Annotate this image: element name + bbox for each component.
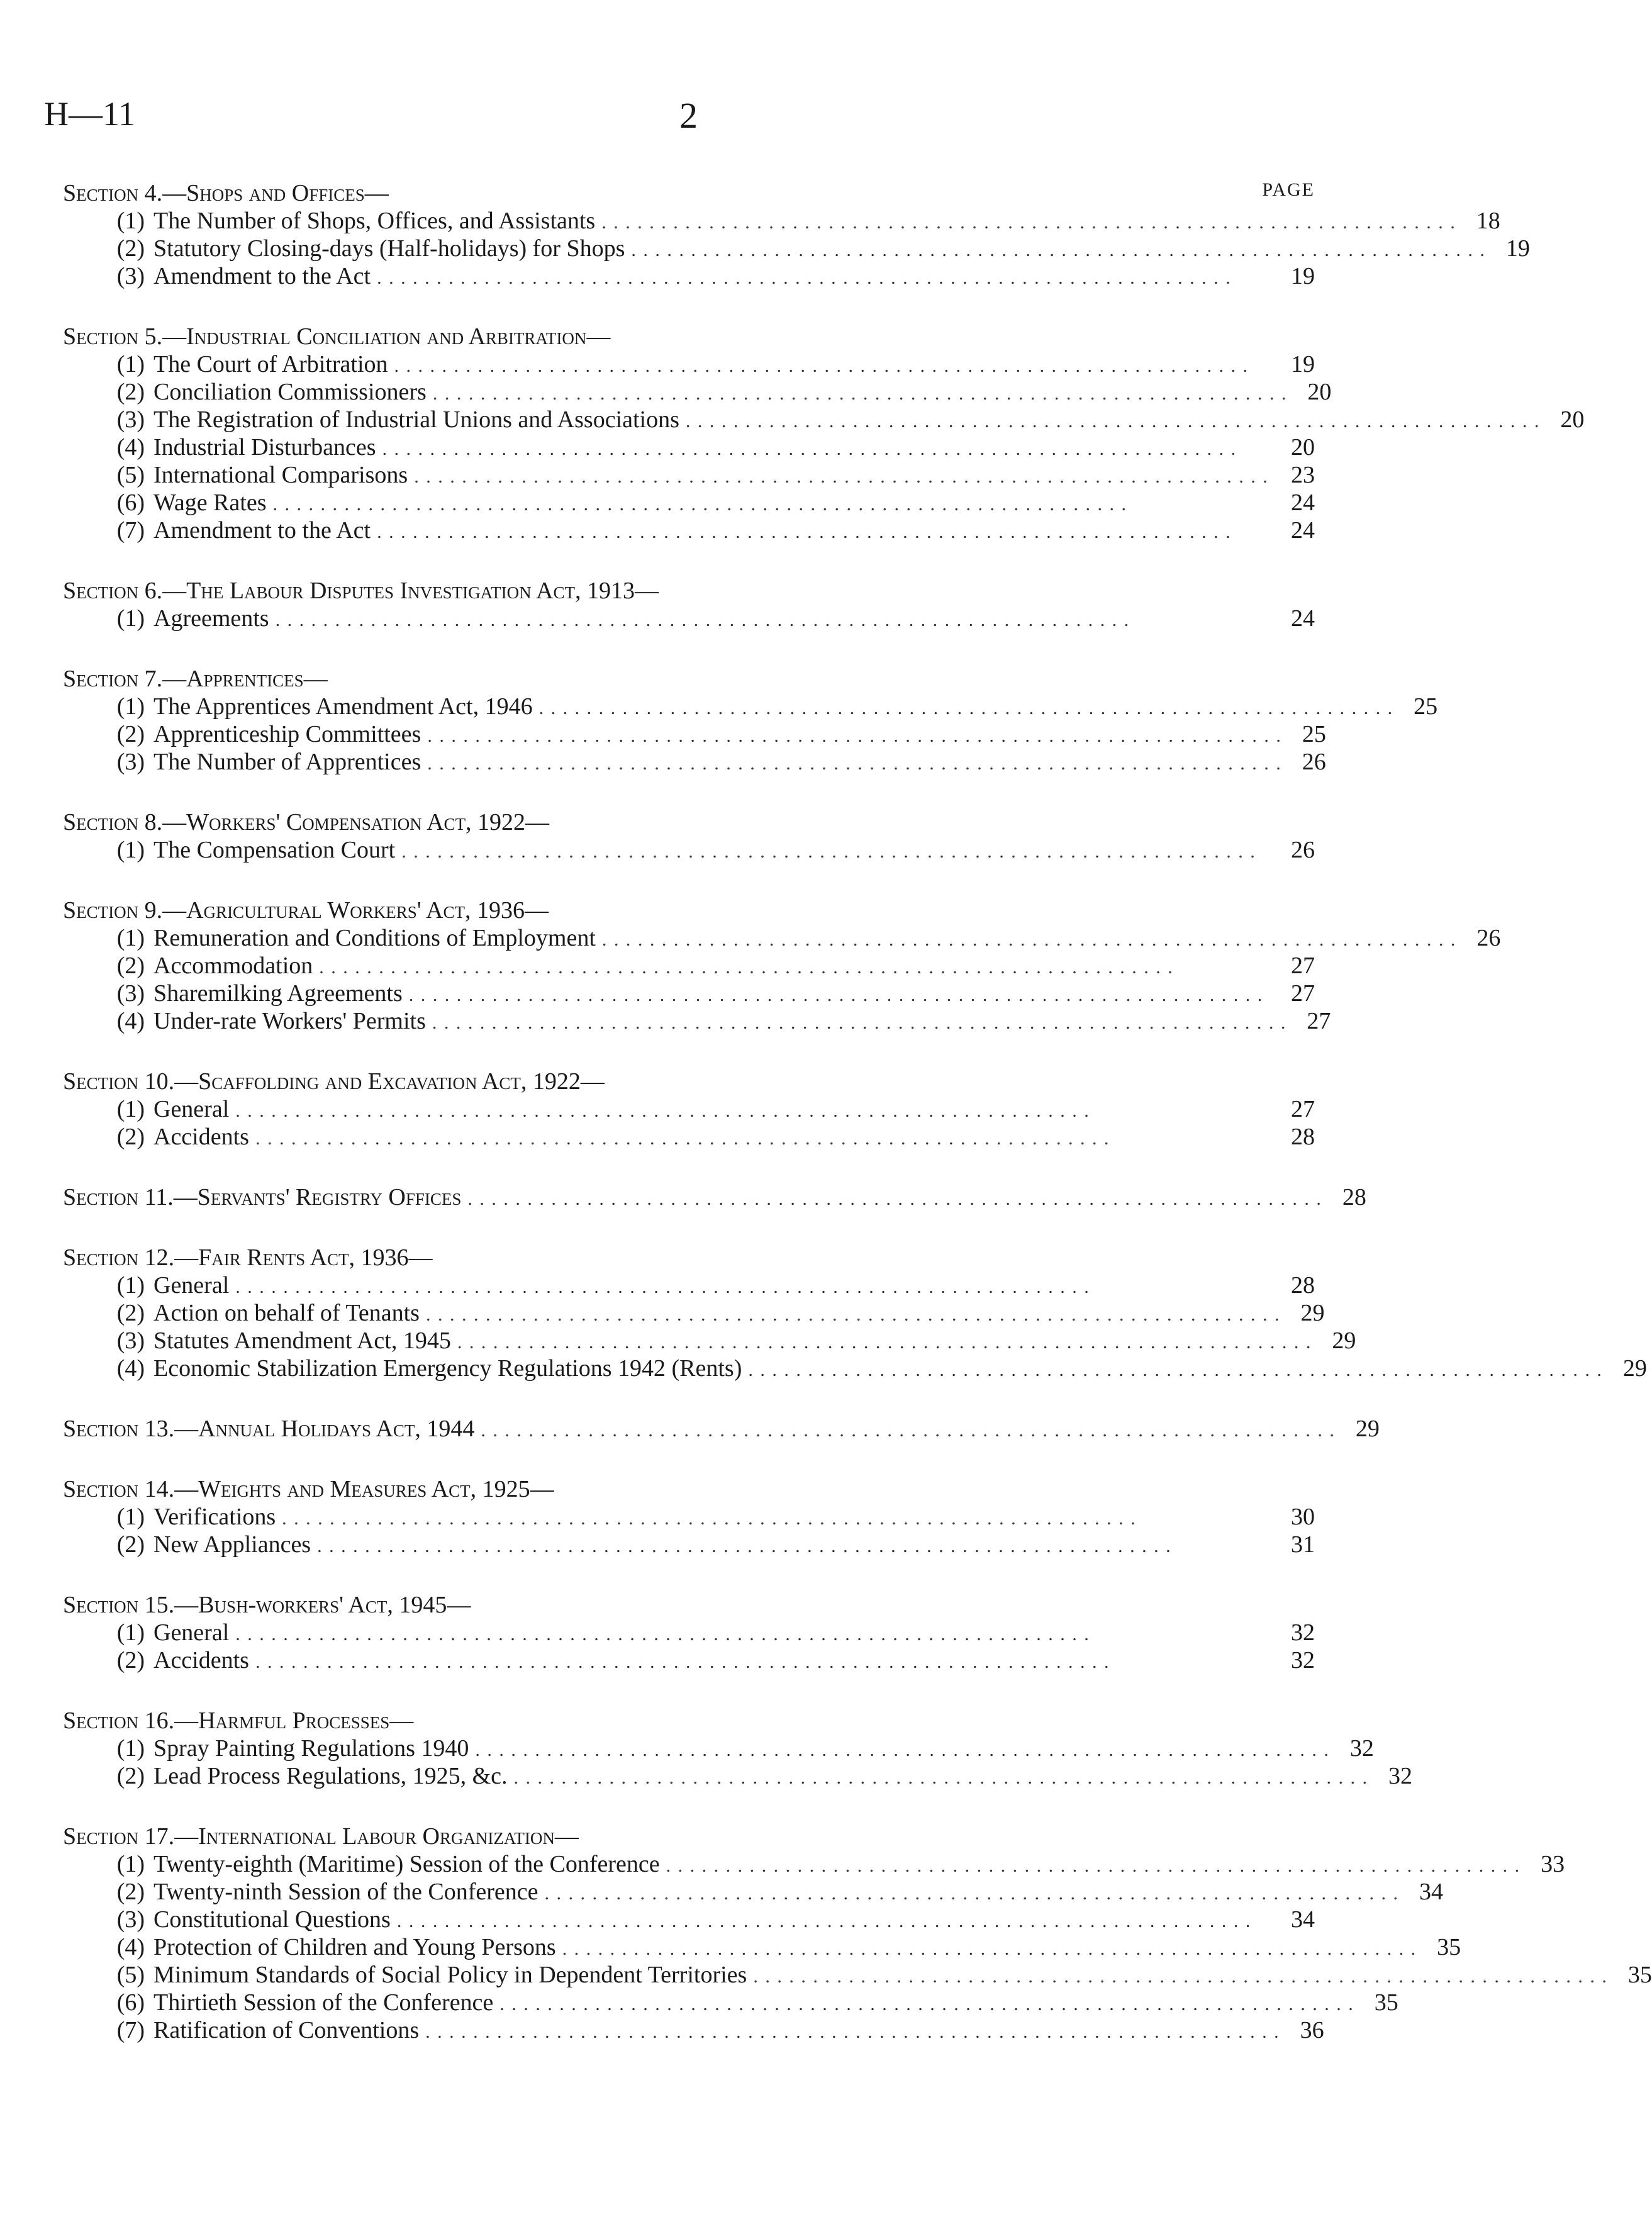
entry-number: (6) <box>116 489 145 516</box>
entry-page-number: 18 <box>1476 208 1500 234</box>
toc-entry <box>63 1762 1413 1790</box>
entry-number: (4) <box>116 434 145 461</box>
entry-page-number: 30 <box>1291 1504 1315 1530</box>
entry-page-number: 28 <box>1291 1124 1315 1150</box>
entry-number: (7) <box>116 517 145 544</box>
entry-label: International Comparisons <box>153 462 408 488</box>
section-title: Section 6.—The Labour Disputes Investigation Act, 1913— <box>63 578 659 604</box>
toc-entry <box>63 489 1315 517</box>
toc-section <box>63 1475 1315 1558</box>
entry-page-number: 24 <box>1291 517 1315 544</box>
toc-entry <box>63 1619 1315 1646</box>
toc-entry <box>63 517 1315 544</box>
entry-page-number: 20 <box>1291 434 1315 461</box>
entry-label: Accommodation <box>153 953 313 979</box>
entry-page-number: 29 <box>1300 1300 1325 1326</box>
dot-leader: . . . . . . . . . . . . . . . . . . . . . . . . . . . . . . . . . . . . . . . . . . . . . . . . . . . . . . . . . . . . . . . . . . . . . . . . <box>317 1536 1172 1556</box>
toc-entry <box>63 693 1438 720</box>
entry-number: (3) <box>116 1906 145 1933</box>
entry-page-number: 24 <box>1291 605 1315 632</box>
entry-page-number: 28 <box>1291 1272 1315 1299</box>
entry-number: (6) <box>116 1989 145 2016</box>
entry-number: (5) <box>116 1962 145 1988</box>
entry-label: The Number of Shops, Offices, and Assistants <box>153 208 596 234</box>
entry-page-number: 26 <box>1476 925 1501 951</box>
section-heading <box>63 1183 1366 1211</box>
dot-leader: . . . . . . . . . . . . . . . . . . . . . . . . . . . . . . . . . . . . . . . . . . . . . . . . . . . . . . . . . . . . . . . . . . . . . . . . <box>235 1277 1090 1297</box>
entry-number: (2) <box>116 235 145 262</box>
toc-section <box>63 323 1585 544</box>
toc-entry <box>63 1271 1315 1299</box>
entry-number: (1) <box>116 605 145 632</box>
section-heading <box>63 1068 1315 1095</box>
toc-entry <box>63 1095 1315 1123</box>
toc-entry <box>63 2016 1324 2044</box>
dot-leader: . . . . . . . . . . . . . . . . . . . . . . . . . . . . . . . . . . . . . . . . . . . . . . . . . . . . . . . . . . . . . . . . . . . . . . . . <box>272 494 1127 515</box>
section-heading <box>63 1475 1315 1503</box>
entry-label: Twenty-eighth (Maritime) Session of the Conference <box>153 1851 660 1877</box>
entry-number: (3) <box>116 1327 145 1354</box>
entry-label: New Appliances <box>153 1531 311 1558</box>
entry-number: (1) <box>116 1272 145 1299</box>
section-title: Section 4.—Shops and Offices— <box>63 180 389 206</box>
section-title: Section 8.—Workers' Compensation Act, 1922— <box>63 809 550 835</box>
entry-label: Wage Rates <box>153 489 267 516</box>
toc-entry <box>63 262 1315 290</box>
entry-label: Remuneration and Conditions of Employment <box>153 925 596 951</box>
dot-leader: . . . . . . . . . . . . . . . . . . . . . . . . . . . . . . . . . . . . . . . . . . . . . . . . . . . . . . . . . . . . . . . . . . . . . . . . <box>282 1508 1137 1529</box>
toc-entry <box>63 1299 1325 1327</box>
toc-entry <box>63 924 1501 952</box>
toc-entry <box>63 980 1315 1007</box>
dot-leader: . . . . . . . . . . . . . . . . . . . . . . . . . . . . . . . . . . . . . . . . . . . . . . . . . . . . . . . . . . . . . . . . . . . . . . . . <box>319 957 1174 978</box>
entry-label: General <box>153 1272 230 1299</box>
dot-leader: . . . . . . . . . . . . . . . . . . . . . . . . . . . . . . . . . . . . . . . . . . . . . . . . . . . . . . . . . . . . . . . . . . . . . . . . <box>562 1938 1417 1959</box>
entry-number: (1) <box>116 837 145 863</box>
dot-leader: . . . . . . . . . . . . . . . . . . . . . . . . . . . . . . . . . . . . . . . . . . . . . . . . . . . . . . . . . . . . . . . . . . . . . . . . <box>235 1100 1090 1121</box>
entry-page-number: 34 <box>1419 1879 1444 1905</box>
entry-label: Accidents <box>153 1124 249 1150</box>
section-title: Section 10.—Scaffolding and Excavation Act, 1922— <box>63 1068 605 1095</box>
dot-leader: . . . . . . . . . . . . . . . . . . . . . . . . . . . . . . . . . . . . . . . . . . . . . . . . . . . . . . . . . . . . . . . . . . . . . . . . <box>377 267 1232 288</box>
section-title: Section 5.—Industrial Conciliation and Arbitration— <box>63 323 611 350</box>
entry-label: Accidents <box>153 1647 249 1674</box>
entry-page-number: 29 <box>1332 1327 1356 1354</box>
section-title: Section 7.—Apprentices— <box>63 666 328 692</box>
toc-section <box>63 1707 1413 1790</box>
section-title: Section 15.—Bush-workers' Act, 1945— <box>63 1592 471 1618</box>
entry-number: (4) <box>116 1355 145 1382</box>
toc-entry <box>63 720 1326 748</box>
entry-label: The Compensation Court <box>153 837 396 863</box>
entry-page-number: 26 <box>1302 749 1326 775</box>
section-heading <box>63 1244 1315 1271</box>
toc-section <box>63 1415 1380 1443</box>
dot-leader: . . . . . . . . . . . . . . . . . . . . . . . . . . . . . . . . . . . . . . . . . . . . . . . . . . . . . . . . . . . . . . . . . . . . . . . . <box>748 1360 1603 1380</box>
entry-page-number: 20 <box>1307 379 1332 405</box>
entry-page-number: 25 <box>1414 693 1438 720</box>
entry-page-number: 27 <box>1291 980 1315 1007</box>
entry-number: (1) <box>116 693 145 720</box>
entry-page-number: 19 <box>1505 235 1530 262</box>
entry-page-number: 19 <box>1291 351 1315 377</box>
entry-page-number: 32 <box>1349 1735 1374 1762</box>
entry-number: (1) <box>116 1851 145 1877</box>
entry-number: (3) <box>116 406 145 433</box>
page-header <box>44 94 1321 145</box>
entry-page-number: 31 <box>1291 1531 1315 1558</box>
dot-leader: . . . . . . . . . . . . . . . . . . . . . . . . . . . . . . . . . . . . . . . . . . . . . . . . . . . . . . . . . . . . . . . . . . . . . . . . <box>427 753 1282 774</box>
entry-number: (1) <box>116 351 145 377</box>
section-page-number: 28 <box>1342 1184 1366 1210</box>
entry-number: (2) <box>116 721 145 747</box>
entry-label: Action on behalf of Tenants <box>153 1300 420 1326</box>
dot-leader: . . . . . . . . . . . . . . . . . . . . . . . . . . . . . . . . . . . . . . . . . . . . . . . . . . . . . . . . . . . . . . . . . . . . . . . . <box>457 1332 1312 1353</box>
entry-page-number: 33 <box>1541 1851 1565 1877</box>
entry-label: The Number of Apprentices <box>153 749 421 775</box>
dot-leader: . . . . . . . . . . . . . . . . . . . . . . . . . . . . . . . . . . . . . . . . . . . . . . . . . . . . . . . . . . . . . . . . . . . . . . . . <box>255 1651 1110 1672</box>
toc-section <box>63 1823 1652 2044</box>
entry-number: (3) <box>116 749 145 775</box>
dot-leader: . . . . . . . . . . . . . . . . . . . . . . . . . . . . . . . . . . . . . . . . . . . . . . . . . . . . . . . . . . . . . . . . . . . . . . . . <box>414 466 1269 487</box>
entry-page-number: 34 <box>1291 1906 1315 1933</box>
toc-entry <box>63 1933 1461 1961</box>
entry-label: Statutory Closing-days (Half-holidays) for Shops <box>153 235 625 262</box>
dot-leader: . . . . . . . . . . . . . . . . . . . . . . . . . . . . . . . . . . . . . . . . . . . . . . . . . . . . . . . . . . . . . . . . . . . . . . . . <box>377 522 1232 542</box>
toc-section <box>63 897 1501 1035</box>
dot-leader: . . . . . . . . . . . . . . . . . . . . . . . . . . . . . . . . . . . . . . . . . . . . . . . . . . . . . . . . . . . . . . . . . . . . . . . . <box>467 1188 1322 1209</box>
entry-label: Under-rate Workers' Permits <box>153 1008 426 1034</box>
dot-leader: . . . . . . . . . . . . . . . . . . . . . . . . . . . . . . . . . . . . . . . . . . . . . . . . . . . . . . . . . . . . . . . . . . . . . . . . <box>235 1624 1090 1645</box>
entry-label: Conciliation Commissioners <box>153 379 427 405</box>
dot-leader: . . . . . . . . . . . . . . . . . . . . . . . . . . . . . . . . . . . . . . . . . . . . . . . . . . . . . . . . . . . . . . . . . . . . . . . . <box>601 929 1457 950</box>
toc-section <box>63 577 1315 632</box>
document-reference: H—11 <box>44 95 135 133</box>
toc-entry <box>63 748 1326 776</box>
entry-label: Verifications <box>153 1504 276 1530</box>
toc-entry <box>63 1850 1565 1878</box>
entry-page-number: 19 <box>1291 263 1315 289</box>
entry-number: (1) <box>116 1735 145 1762</box>
entry-page-number: 23 <box>1291 462 1315 488</box>
entry-page-number: 32 <box>1291 1647 1315 1674</box>
entry-number: (2) <box>116 1763 145 1789</box>
entry-label: Agreements <box>153 605 269 632</box>
entry-number: (2) <box>116 379 145 405</box>
entry-label: Economic Stabilization Emergency Regulations 1942 (Rents) <box>153 1355 742 1382</box>
entry-page-number: 29 <box>1622 1355 1647 1382</box>
toc-section <box>63 665 1438 776</box>
entry-number: (3) <box>116 263 145 289</box>
toc-entry <box>63 1906 1315 1933</box>
dot-leader: . . . . . . . . . . . . . . . . . . . . . . . . . . . . . . . . . . . . . . . . . . . . . . . . . . . . . . . . . . . . . . . . . . . . . . . . <box>396 1911 1252 1931</box>
entry-number: (4) <box>116 1008 145 1034</box>
entry-label: Lead Process Regulations, 1925, &c. <box>153 1763 508 1789</box>
toc-entry <box>63 1646 1315 1674</box>
entry-label: Thirtieth Session of the Conference <box>153 1989 494 2016</box>
entry-label: General <box>153 1096 230 1122</box>
toc-entry <box>63 952 1315 980</box>
entry-page-number: 32 <box>1388 1763 1413 1789</box>
toc-section <box>63 1068 1315 1151</box>
dot-leader: . . . . . . . . . . . . . . . . . . . . . . . . . . . . . . . . . . . . . . . . . . . . . . . . . . . . . . . . . . . . . . . . . . . . . . . . <box>425 1304 1281 1325</box>
entry-label: The Registration of Industrial Unions and Associations <box>153 406 679 433</box>
section-title: Section 12.—Fair Rents Act, 1936— <box>63 1244 433 1271</box>
entry-label: Ratification of Conventions <box>153 2017 420 2043</box>
section-title: Section 11.—Servants' Registry Offices <box>63 1184 462 1210</box>
entry-number: (1) <box>116 1096 145 1122</box>
dot-leader: . . . . . . . . . . . . . . . . . . . . . . . . . . . . . . . . . . . . . . . . . . . . . . . . . . . . . . . . . . . . . . . . . . . . . . . . <box>500 1994 1354 2014</box>
table-of-contents <box>63 179 1652 2077</box>
entry-page-number: 36 <box>1300 2017 1324 2043</box>
entry-page-number: 35 <box>1374 1989 1398 2016</box>
entry-page-number: 32 <box>1291 1619 1315 1646</box>
section-title: Section 17.—International Labour Organization— <box>63 1823 579 1850</box>
toc-entry <box>63 433 1315 461</box>
toc-entry <box>63 350 1315 378</box>
entry-label: Statutes Amendment Act, 1945 <box>153 1327 451 1354</box>
entry-label: Industrial Disturbances <box>153 434 376 461</box>
dot-leader: . . . . . . . . . . . . . . . . . . . . . . . . . . . . . . . . . . . . . . . . . . . . . . . . . . . . . . . . . . . . . . . . . . . . . . . . <box>631 240 1486 260</box>
entry-number: (1) <box>116 1619 145 1646</box>
dot-leader: . . . . . . . . . . . . . . . . . . . . . . . . . . . . . . . . . . . . . . . . . . . . . . . . . . . . . . . . . . . . . . . . . . . . . . . . <box>601 212 1456 233</box>
entry-label: Sharemilking Agreements <box>153 980 403 1007</box>
entry-label: Twenty-ninth Session of the Conference <box>153 1879 539 1905</box>
entry-number: (1) <box>116 1504 145 1530</box>
dot-leader: . . . . . . . . . . . . . . . . . . . . . . . . . . . . . . . . . . . . . . . . . . . . . . . . . . . . . . . . . . . . . . . . . . . . . . . . <box>539 698 1394 718</box>
dot-leader: . . . . . . . . . . . . . . . . . . . . . . . . . . . . . . . . . . . . . . . . . . . . . . . . . . . . . . . . . . . . . . . . . . . . . . . . <box>425 2021 1280 2042</box>
toc-entry <box>63 1355 1647 1382</box>
dot-leader: . . . . . . . . . . . . . . . . . . . . . . . . . . . . . . . . . . . . . . . . . . . . . . . . . . . . . . . . . . . . . . . . . . . . . . . . <box>666 1855 1521 1876</box>
toc-entry <box>63 1735 1374 1762</box>
toc-section <box>63 1244 1647 1382</box>
page-number: 2 <box>679 95 698 136</box>
entry-label: Spray Painting Regulations 1940 <box>153 1735 469 1762</box>
dot-leader: . . . . . . . . . . . . . . . . . . . . . . . . . . . . . . . . . . . . . . . . . . . . . . . . . . . . . . . . . . . . . . . . . . . . . . . . <box>394 355 1249 376</box>
dot-leader: . . . . . . . . . . . . . . . . . . . . . . . . . . . . . . . . . . . . . . . . . . . . . . . . . . . . . . . . . . . . . . . . . . . . . . . . <box>432 1012 1287 1033</box>
entry-number: (2) <box>116 1531 145 1558</box>
toc-entry <box>63 378 1332 406</box>
toc-entry <box>63 1007 1331 1035</box>
section-title: Section 16.—Harmful Processes— <box>63 1707 414 1734</box>
entry-label: Constitutional Questions <box>153 1906 391 1933</box>
entry-page-number: 35 <box>1627 1962 1652 1988</box>
toc-entry <box>63 1503 1315 1531</box>
section-heading <box>63 1591 1315 1619</box>
section-heading <box>63 323 1315 350</box>
entry-number: (1) <box>116 925 145 951</box>
toc-entry <box>63 1878 1444 1906</box>
entry-page-number: 27 <box>1291 1096 1315 1122</box>
dot-leader: . . . . . . . . . . . . . . . . . . . . . . . . . . . . . . . . . . . . . . . . . . . . . . . . . . . . . . . . . . . . . . . . . . . . . . . . <box>513 1767 1369 1788</box>
entry-number: (3) <box>116 980 145 1007</box>
dot-leader: . . . . . . . . . . . . . . . . . . . . . . . . . . . . . . . . . . . . . . . . . . . . . . . . . . . . . . . . . . . . . . . . . . . . . . . . <box>382 439 1237 459</box>
toc-entry <box>63 207 1500 235</box>
dot-leader: . . . . . . . . . . . . . . . . . . . . . . . . . . . . . . . . . . . . . . . . . . . . . . . . . . . . . . . . . . . . . . . . . . . . . . . . <box>753 1966 1608 1987</box>
entry-number: (2) <box>116 1879 145 1905</box>
dot-leader: . . . . . . . . . . . . . . . . . . . . . . . . . . . . . . . . . . . . . . . . . . . . . . . . . . . . . . . . . . . . . . . . . . . . . . . . <box>255 1128 1110 1149</box>
entry-number: (4) <box>116 1934 145 1960</box>
toc-entry <box>63 1531 1315 1558</box>
section-heading <box>63 808 1315 836</box>
section-heading <box>63 1823 1315 1850</box>
entry-label: Protection of Children and Young Persons <box>153 1934 556 1960</box>
dot-leader: . . . . . . . . . . . . . . . . . . . . . . . . . . . . . . . . . . . . . . . . . . . . . . . . . . . . . . . . . . . . . . . . . . . . . . . . <box>544 1883 1400 1904</box>
toc-entry <box>63 1989 1398 2016</box>
toc-entry <box>63 605 1315 632</box>
section-heading <box>63 179 1315 207</box>
entry-page-number: 24 <box>1291 489 1315 516</box>
dot-leader: . . . . . . . . . . . . . . . . . . . . . . . . . . . . . . . . . . . . . . . . . . . . . . . . . . . . . . . . . . . . . . . . . . . . . . . . <box>275 610 1130 630</box>
dot-leader: . . . . . . . . . . . . . . . . . . . . . . . . . . . . . . . . . . . . . . . . . . . . . . . . . . . . . . . . . . . . . . . . . . . . . . . . <box>401 841 1256 862</box>
dot-leader: . . . . . . . . . . . . . . . . . . . . . . . . . . . . . . . . . . . . . . . . . . . . . . . . . . . . . . . . . . . . . . . . . . . . . . . . <box>475 1740 1330 1760</box>
entry-page-number: 25 <box>1302 721 1326 747</box>
toc-entry <box>63 1123 1315 1151</box>
entry-label: Apprenticeship Committees <box>153 721 421 747</box>
entry-number: (2) <box>116 1647 145 1674</box>
toc-section <box>63 179 1530 290</box>
section-page-number: 29 <box>1355 1416 1380 1442</box>
dot-leader: . . . . . . . . . . . . . . . . . . . . . . . . . . . . . . . . . . . . . . . . . . . . . . . . . . . . . . . . . . . . . . . . . . . . . . . . <box>481 1420 1336 1441</box>
entry-page-number: 26 <box>1291 837 1315 863</box>
toc-entry <box>63 1961 1652 1989</box>
section-heading <box>63 577 1315 605</box>
entry-number: (5) <box>116 462 145 488</box>
section-title: Section 14.—Weights and Measures Act, 1925— <box>63 1476 554 1502</box>
entry-number: (7) <box>116 2017 145 2043</box>
entry-label: Amendment to the Act <box>153 517 371 544</box>
toc-section <box>63 1591 1315 1674</box>
entry-label: The Apprentices Amendment Act, 1946 <box>153 693 533 720</box>
entry-page-number: 20 <box>1560 406 1585 433</box>
section-heading <box>63 897 1315 924</box>
toc-entry <box>63 836 1315 864</box>
section-heading <box>63 1707 1315 1735</box>
entry-page-number: 27 <box>1307 1008 1331 1034</box>
section-heading <box>63 665 1315 693</box>
entry-number: (2) <box>116 1300 145 1326</box>
entry-label: The Court of Arbitration <box>153 351 388 377</box>
toc-section <box>63 808 1315 864</box>
toc-entry <box>63 235 1530 262</box>
dot-leader: . . . . . . . . . . . . . . . . . . . . . . . . . . . . . . . . . . . . . . . . . . . . . . . . . . . . . . . . . . . . . . . . . . . . . . . . <box>427 725 1282 746</box>
entry-number: (1) <box>116 208 145 234</box>
entry-page-number: 27 <box>1291 953 1315 979</box>
dot-leader: . . . . . . . . . . . . . . . . . . . . . . . . . . . . . . . . . . . . . . . . . . . . . . . . . . . . . . . . . . . . . . . . . . . . . . . . <box>685 411 1541 432</box>
entry-label: Minimum Standards of Social Policy in Dependent Territories <box>153 1962 747 1988</box>
entry-page-number: 35 <box>1437 1934 1461 1960</box>
entry-label: General <box>153 1619 230 1646</box>
toc-entry <box>63 406 1585 433</box>
section-heading <box>63 1415 1380 1443</box>
toc-entry <box>63 461 1315 489</box>
section-title: Section 13.—Annual Holidays Act, 1944 <box>63 1416 475 1442</box>
dot-leader: . . . . . . . . . . . . . . . . . . . . . . . . . . . . . . . . . . . . . . . . . . . . . . . . . . . . . . . . . . . . . . . . . . . . . . . . <box>408 985 1264 1005</box>
toc-entry <box>63 1327 1356 1355</box>
toc-section <box>63 1183 1366 1211</box>
dot-leader: . . . . . . . . . . . . . . . . . . . . . . . . . . . . . . . . . . . . . . . . . . . . . . . . . . . . . . . . . . . . . . . . . . . . . . . . <box>432 383 1288 404</box>
page-column-label: PAGE <box>1262 179 1315 200</box>
section-title: Section 9.—Agricultural Workers' Act, 1936— <box>63 897 549 924</box>
entry-number: (2) <box>116 953 145 979</box>
entry-label: Amendment to the Act <box>153 263 371 289</box>
entry-number: (2) <box>116 1124 145 1150</box>
